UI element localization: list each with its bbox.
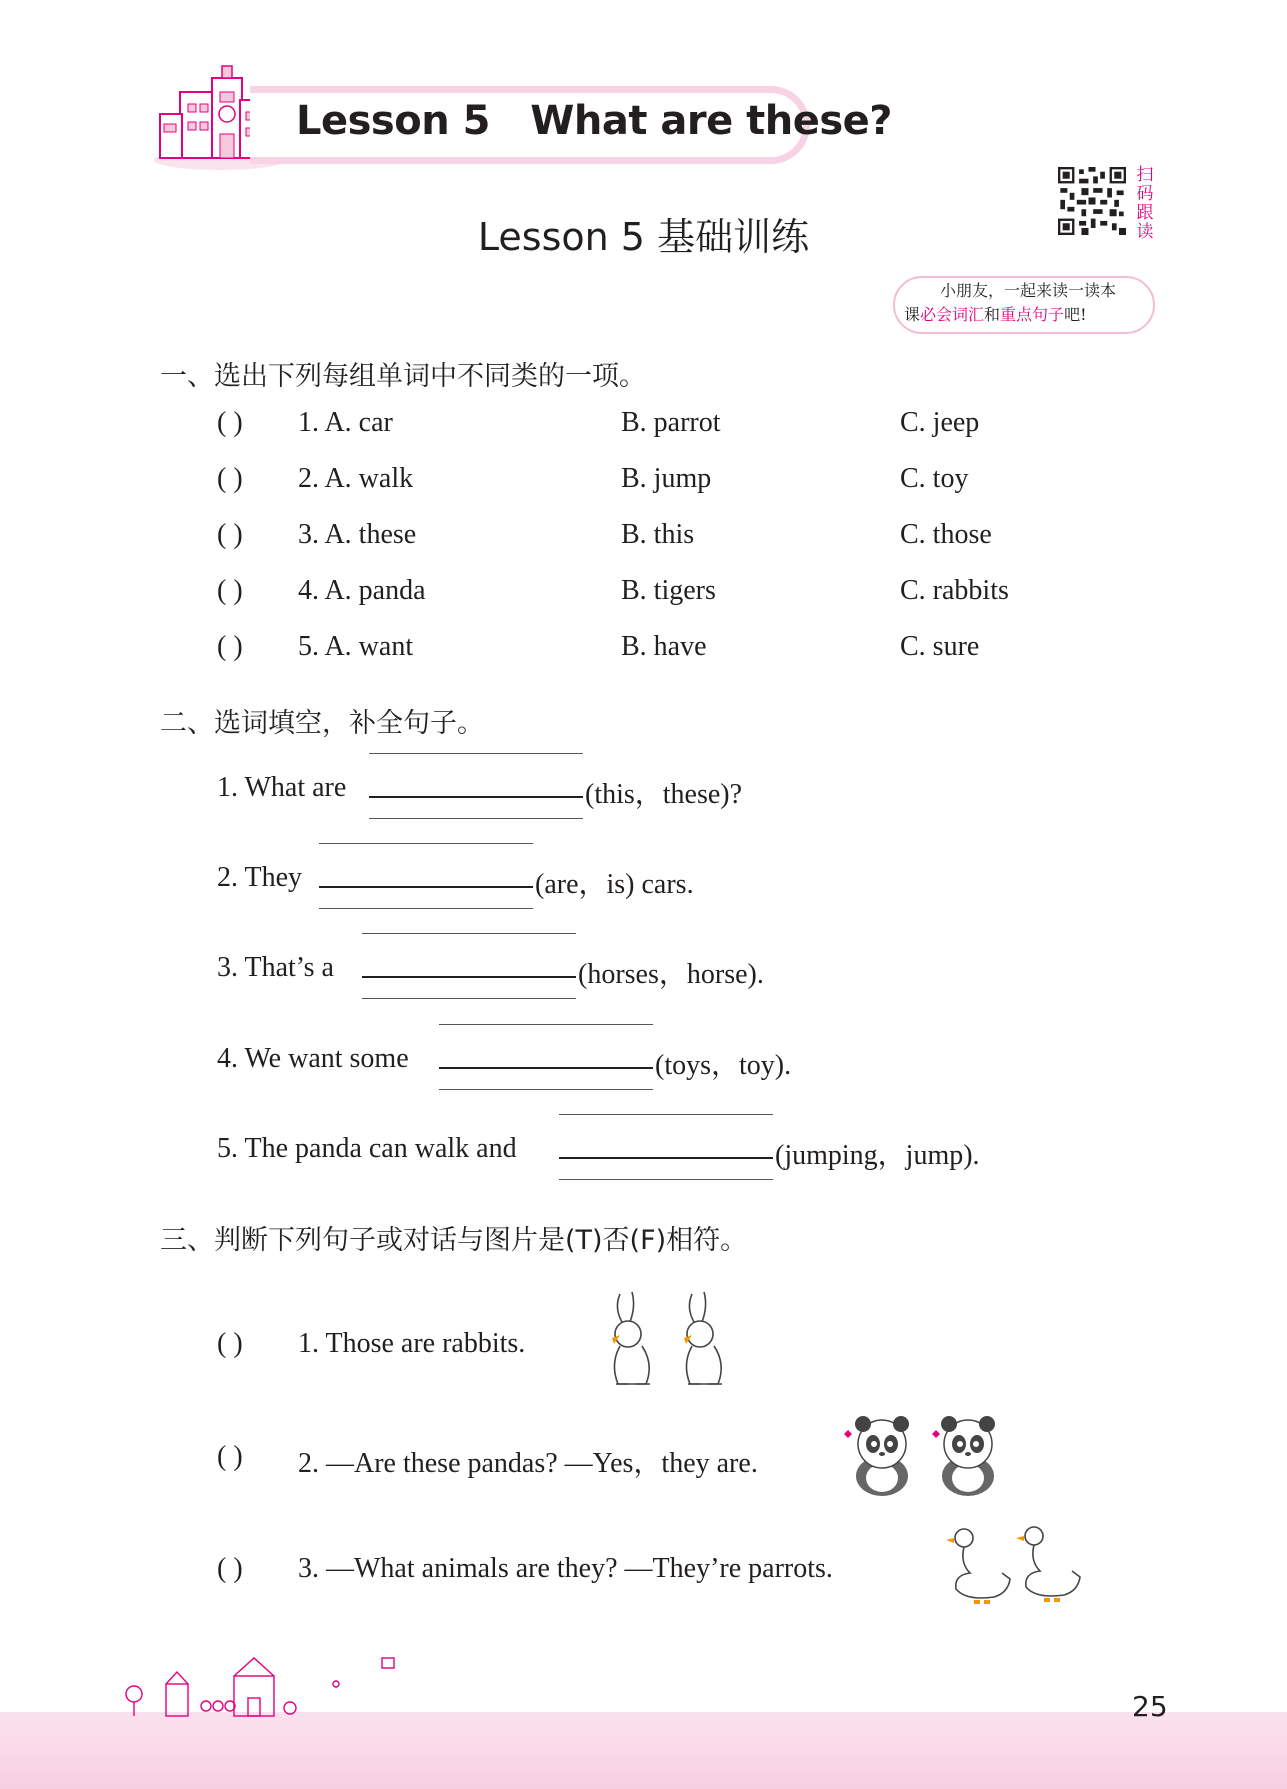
option-c: C. jeep [900,407,980,438]
rabbits-picture [598,1290,758,1394]
option-a: 1. A. car [298,407,393,438]
sentence-start: 1. What are [217,772,347,803]
word-choices: (are，is) cars. [535,869,694,900]
writing-guide-line [439,1089,653,1090]
answer-line[interactable] [439,1067,653,1069]
tip-highlight-vocab: 必会词汇 [920,305,985,324]
answer-blank[interactable]: ( ) [217,463,243,494]
ducks-picture [940,1524,1090,1608]
statement: 3. —What animals are they? —They’re parrots. [298,1553,833,1584]
writing-guide-line [362,998,576,999]
answer-line[interactable] [319,886,533,888]
word-choices: (this，these)? [585,779,743,810]
tip-text: 吧! [1064,305,1087,324]
writing-guide-line [559,1179,773,1180]
reading-tip-line2 [904,302,1087,325]
tip-text: 课 [904,305,921,324]
option-a: 2. A. walk [298,463,414,494]
option-c: C. rabbits [900,575,1009,606]
answer-line[interactable] [369,796,583,798]
footer-band [0,1712,1287,1789]
part1-heading: 一、选出下列每组单词中不同类的一项。 [160,361,646,392]
answer-line[interactable] [559,1157,773,1159]
answer-blank[interactable]: ( ) [217,1328,243,1359]
scan-to-read-label: 扫码跟读 [1136,165,1154,242]
option-b: B. jump [621,463,712,494]
lesson-title: Lesson 5 What are these? [296,98,893,144]
answer-blank[interactable]: ( ) [217,1441,243,1472]
page-number: 25 [1132,1690,1168,1723]
sentence-start: 4. We want some [217,1043,409,1074]
option-b: B. tigers [621,575,716,606]
writing-guide-line [319,908,533,909]
part3-heading: 三、判断下列句子或对话与图片是(T)否(F)相符。 [160,1225,748,1256]
sentence-start: 2. They [217,862,303,893]
option-a: 4. A. panda [298,575,426,606]
word-choices: (toys，toy). [655,1050,792,1081]
word-choices: (jumping，jump). [775,1140,980,1171]
answer-blank[interactable]: ( ) [217,519,243,550]
option-c: C. those [900,519,992,550]
footer-town-illustration [120,1648,400,1718]
qr-code-icon[interactable] [1058,166,1126,236]
answer-blank[interactable]: ( ) [217,1553,243,1584]
option-b: B. parrot [621,407,721,438]
writing-guide-line [362,933,576,934]
sentence-start: 3. That’s a [217,952,334,983]
sentence-start: 5. The panda can walk and [217,1133,517,1164]
tip-highlight-sentences: 重点句子 [1000,305,1065,324]
writing-guide-line [369,818,583,819]
tip-text: 和 [984,305,1001,324]
option-c: C. toy [900,463,969,494]
writing-guide-line [439,1024,653,1025]
writing-guide-line [369,753,583,754]
word-choices: (horses，horse). [578,959,764,990]
option-a: 5. A. want [298,631,414,662]
answer-blank[interactable]: ( ) [217,575,243,606]
answer-line[interactable] [362,976,576,978]
answer-blank[interactable]: ( ) [217,407,243,438]
statement: 1. Those are rabbits. [298,1328,526,1359]
option-b: B. this [621,519,695,550]
option-a: 3. A. these [298,519,417,550]
statement: 2. —Are these pandas? —Yes，they are. [298,1448,758,1479]
pandas-picture [842,1414,1012,1500]
option-b: B. have [621,631,707,662]
reading-tip-line1: 小朋友，一起来读一读本 [940,281,1117,300]
writing-guide-line [559,1114,773,1115]
option-c: C. sure [900,631,980,662]
part2-heading: 二、选词填空，补全句子。 [160,708,484,739]
writing-guide-line [319,843,533,844]
section-title: Lesson 5 基础训练 [477,215,810,259]
answer-blank[interactable]: ( ) [217,631,243,662]
